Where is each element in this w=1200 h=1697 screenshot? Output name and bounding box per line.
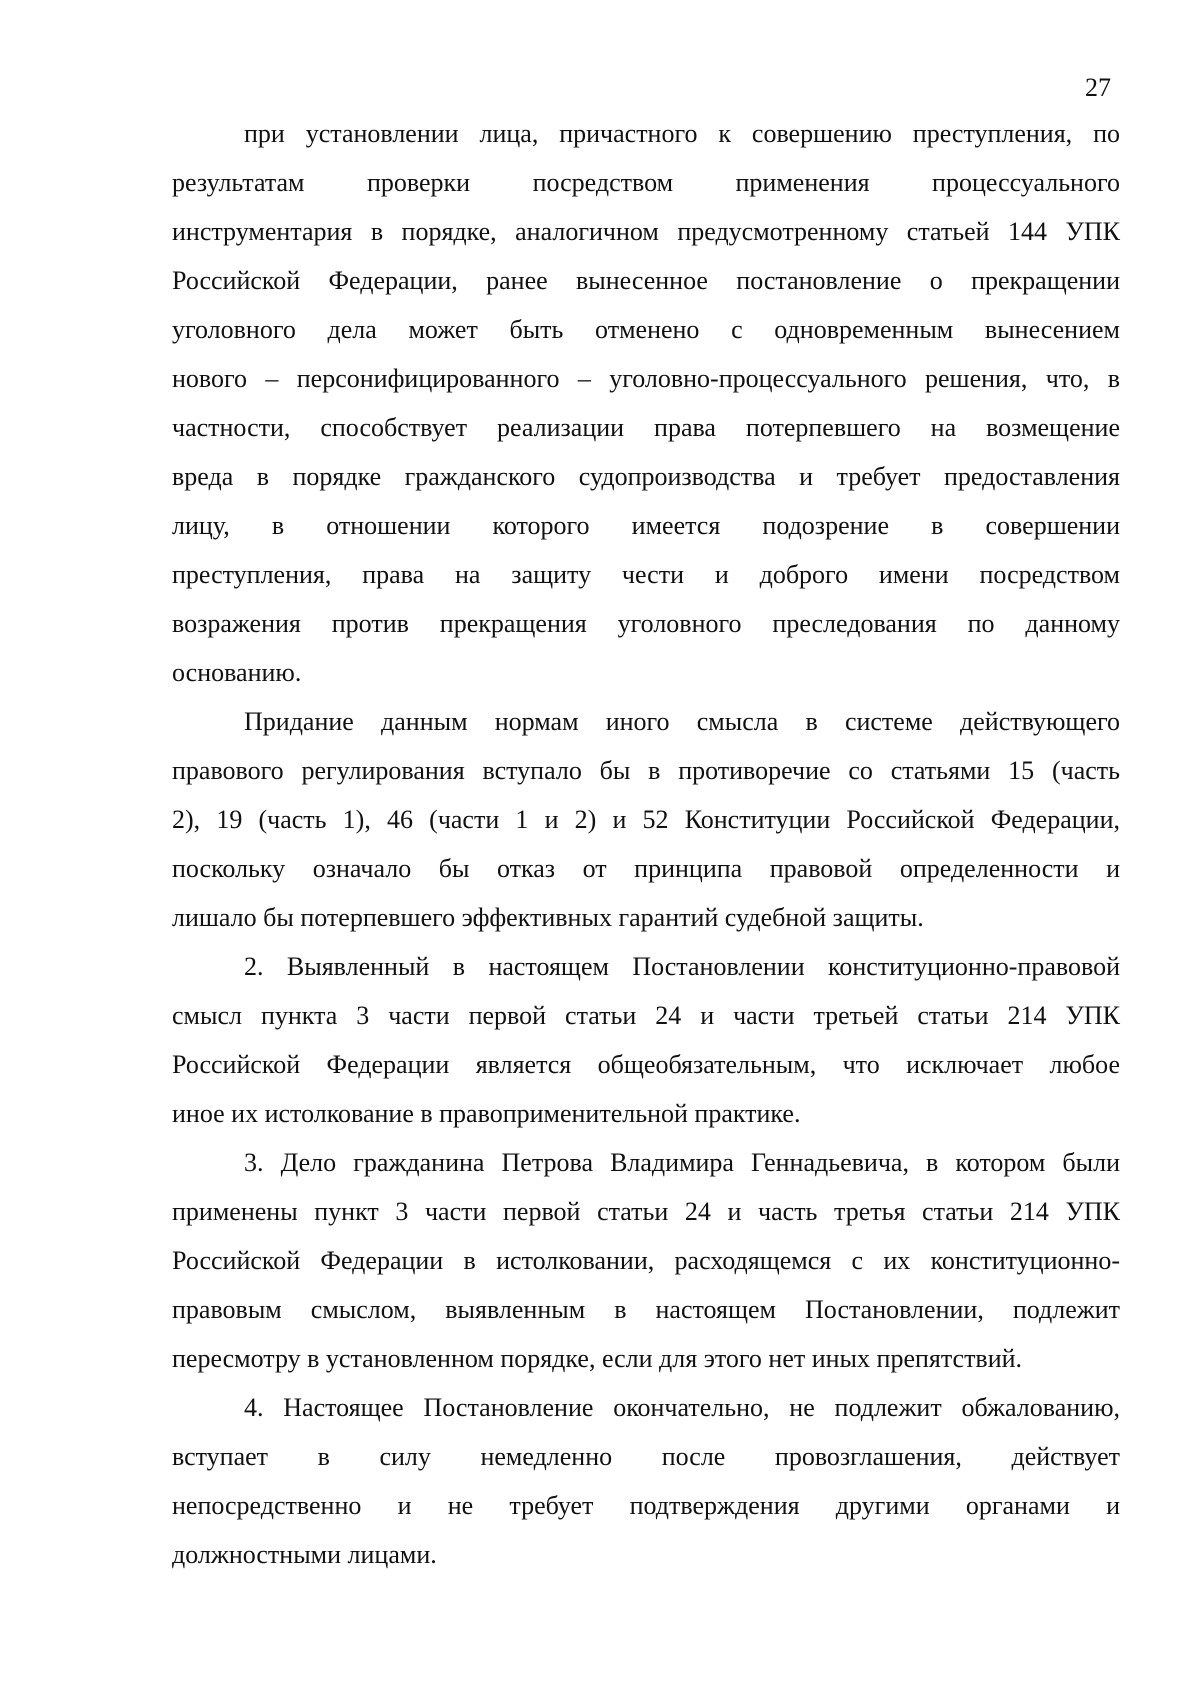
paragraph bbox=[172, 1383, 1120, 1579]
text-line: 3. Дело гражданина Петрова Владимира Геннадьевича, в котором были bbox=[244, 1148, 1120, 1177]
paragraph bbox=[172, 109, 1120, 697]
text-line: 2. Выявленный в настоящем Постановлении конституционно-правовой bbox=[244, 952, 1120, 981]
text-line: Российской Федерации, ранее вынесенное постановление о прекращении bbox=[172, 266, 1120, 295]
text-line: иное их истолкование в правоприменительной практике. bbox=[172, 1099, 801, 1128]
text-line: основанию. bbox=[172, 658, 302, 687]
text-line: преступления, права на защиту чести и доброго имени посредством bbox=[172, 560, 1120, 589]
text-line: инструментария в порядке, аналогичном предусмотренному статьей 144 УПК bbox=[172, 217, 1120, 246]
text-line: вреда в порядке гражданского судопроизводства и требует предоставления bbox=[172, 462, 1120, 491]
page-number: 27 bbox=[1085, 73, 1111, 102]
text-line: 4. Настоящее Постановление окончательно, не подлежит обжалованию, bbox=[244, 1393, 1120, 1422]
text-line: правовым смыслом, выявленным в настоящем Постановлении, подлежит bbox=[172, 1295, 1120, 1324]
text-line: применены пункт 3 части первой статьи 24 и часть третья статьи 214 УПК bbox=[172, 1197, 1120, 1226]
paragraph bbox=[172, 697, 1120, 942]
text-line: непосредственно и не требует подтверждения другими органами и bbox=[172, 1491, 1120, 1520]
text-line: при установлении лица, причастного к совершению преступления, по bbox=[244, 119, 1120, 148]
paragraph bbox=[172, 942, 1120, 1138]
text-line: Российской Федерации является общеобязательным, что исключает любое bbox=[172, 1050, 1120, 1079]
text-line: поскольку означало бы отказ от принципа правовой определенности и bbox=[172, 854, 1120, 883]
text-line: нового – персонифицированного – уголовно-процессуального решения, что, в bbox=[172, 364, 1120, 393]
paragraph bbox=[172, 1138, 1120, 1383]
text-line: лишало бы потерпевшего эффективных гарантий судебной защиты. bbox=[172, 903, 924, 932]
text-line: 2), 19 (часть 1), 46 (части 1 и 2) и 52 Конституции Российской Федерации, bbox=[172, 805, 1120, 834]
text-line: пересмотру в установленном порядке, если для этого нет иных препятствий. bbox=[172, 1344, 1023, 1373]
text-line: уголовного дела может быть отменено с одновременным вынесением bbox=[172, 315, 1120, 344]
document-body bbox=[172, 109, 1120, 1579]
text-line: результатам проверки посредством применения процессуального bbox=[172, 168, 1120, 197]
text-line: частности, способствует реализации права потерпевшего на возмещение bbox=[172, 413, 1120, 442]
text-line: правового регулирования вступало бы в противоречие со статьями 15 (часть bbox=[172, 756, 1120, 785]
text-line: должностными лицами. bbox=[172, 1540, 437, 1569]
text-line: Придание данным нормам иного смысла в системе действующего bbox=[244, 707, 1120, 736]
text-line: смысл пункта 3 части первой статьи 24 и части третьей статьи 214 УПК bbox=[172, 1001, 1120, 1030]
text-line: возражения против прекращения уголовного преследования по данному bbox=[172, 609, 1120, 638]
text-line: вступает в силу немедленно после провозглашения, действует bbox=[172, 1442, 1120, 1471]
text-line: Российской Федерации в истолковании, расходящемся с их конституционно- bbox=[172, 1246, 1120, 1275]
text-line: лицу, в отношении которого имеется подозрение в совершении bbox=[172, 511, 1120, 540]
